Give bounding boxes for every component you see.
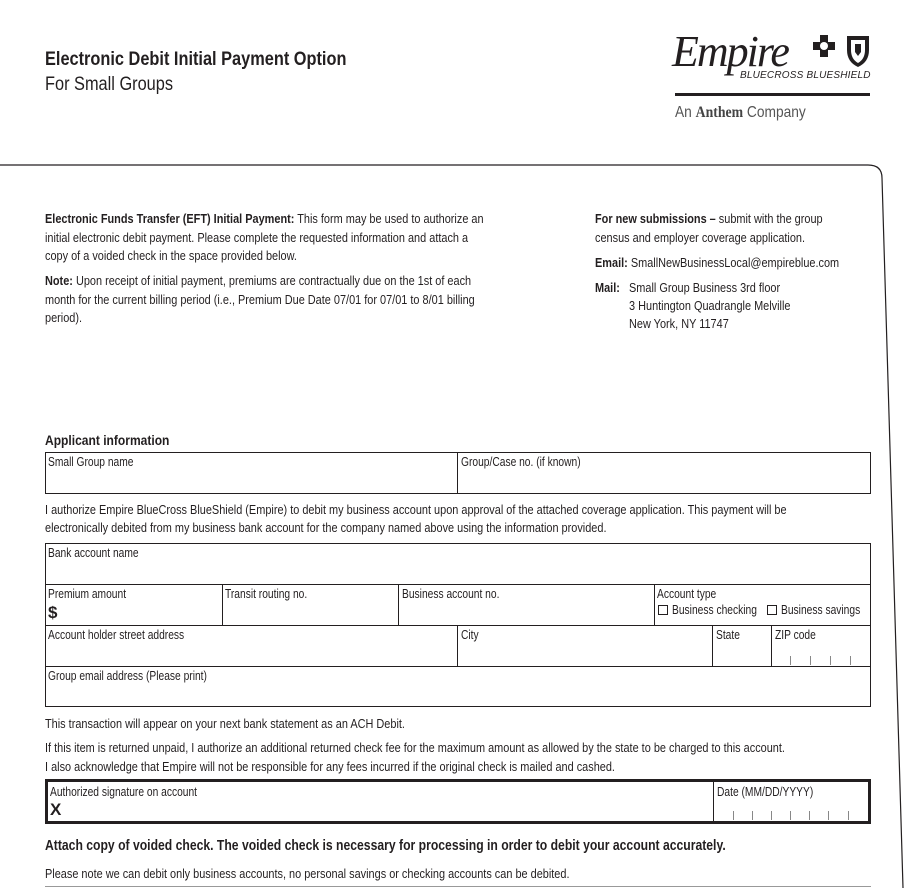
group-case-no-field[interactable]: Group/Case no. (if known): [461, 455, 581, 469]
bluecross-blueshield-icon: [803, 34, 873, 68]
business-savings-label: Business savings: [781, 603, 861, 617]
form-title: Electronic Debit Initial Payment Option: [45, 49, 347, 70]
note-paragraph: Note: Upon receipt of initial payment, premiums are contractually due on the 1st of each month for the current billing period (i.e., Premium Due Date 07/01 for 07/01 to 8/01 billing period).: [45, 273, 475, 325]
form-subtitle: For Small Groups: [45, 74, 174, 95]
applicant-info-box: [45, 452, 871, 494]
mail-address-line-2: 3 Huntington Quadrangle Melville: [629, 298, 791, 313]
city-field[interactable]: City: [461, 628, 479, 642]
mail-address-line-3: New York, NY 11747: [629, 316, 729, 331]
dollar-sign: $: [48, 603, 58, 622]
date-field[interactable]: Date (MM/DD/YYYY): [717, 785, 814, 799]
business-accounts-note: Please note we can debit only business accounts, no personal savings or checking accounts can be debited.: [45, 866, 570, 881]
authorization-line-2: electronically debited from my business bank account for the company named above using the information provided.: [45, 520, 607, 535]
applicant-section-label: Applicant information: [45, 432, 170, 448]
returned-notice-line-2: I also acknowledge that Empire will not be responsible for any fees incurred if the original check is mailed and cashed.: [45, 759, 615, 774]
ach-notice: This transaction will appear on your next bank statement as an ACH Debit.: [45, 716, 405, 731]
returned-notice-line-1: If this item is returned unpaid, I authorize an additional returned check fee for the maximum amount as allowed by the state to be charged to this account.: [45, 740, 785, 755]
mail-address-line-1: Small Group Business 3rd floor: [629, 280, 781, 295]
bank-account-name-field[interactable]: Bank account name: [48, 546, 139, 560]
authorization-line-1: I authorize Empire BlueCross BlueShield (Empire) to debit my business account upon approval of the attached coverage application. This payment will be: [45, 502, 787, 517]
submission-mail-label: Mail:: [595, 280, 620, 295]
small-group-name-field[interactable]: Small Group name: [48, 455, 134, 469]
signature-x-mark: X: [50, 800, 62, 819]
anthem-company-line: An Anthem Company: [675, 104, 806, 121]
empire-logo-wordmark: Empire: [672, 27, 788, 76]
logo-tagline: BLUECROSS BLUESHIELD: [740, 70, 871, 81]
business-savings-checkbox[interactable]: [767, 605, 777, 615]
logo-divider: [675, 93, 870, 96]
attach-voided-check-instruction: Attach copy of voided check. The voided check is necessary for processing in order to debit your account accurately.: [45, 838, 726, 854]
business-checking-checkbox[interactable]: [658, 605, 668, 615]
group-email-field[interactable]: Group email address (Please print): [48, 669, 207, 683]
business-checking-label: Business checking: [672, 603, 757, 617]
transit-routing-field[interactable]: Transit routing no.: [225, 587, 308, 601]
submission-paragraph: For new submissions – submit with the group census and employer coverage application.: [595, 211, 823, 245]
submission-email: Email: SmallNewBusinessLocal@empireblue.com: [595, 255, 840, 270]
eft-paragraph: Electronic Funds Transfer (EFT) Initial Payment: This form may be used to authorize an initial electronic debit payment. Please complete the requested information and attach a copy of a voided check in the space provided below.: [45, 211, 484, 263]
street-address-field[interactable]: Account holder street address: [48, 628, 185, 642]
zip-code-field[interactable]: ZIP code: [775, 628, 816, 642]
business-account-no-field[interactable]: Business account no.: [402, 587, 500, 601]
authorized-signature-field[interactable]: Authorized signature on account: [50, 785, 198, 799]
state-field[interactable]: State: [716, 628, 740, 642]
premium-amount-field[interactable]: Premium amount: [48, 587, 127, 601]
account-type-label: Account type: [657, 587, 717, 601]
